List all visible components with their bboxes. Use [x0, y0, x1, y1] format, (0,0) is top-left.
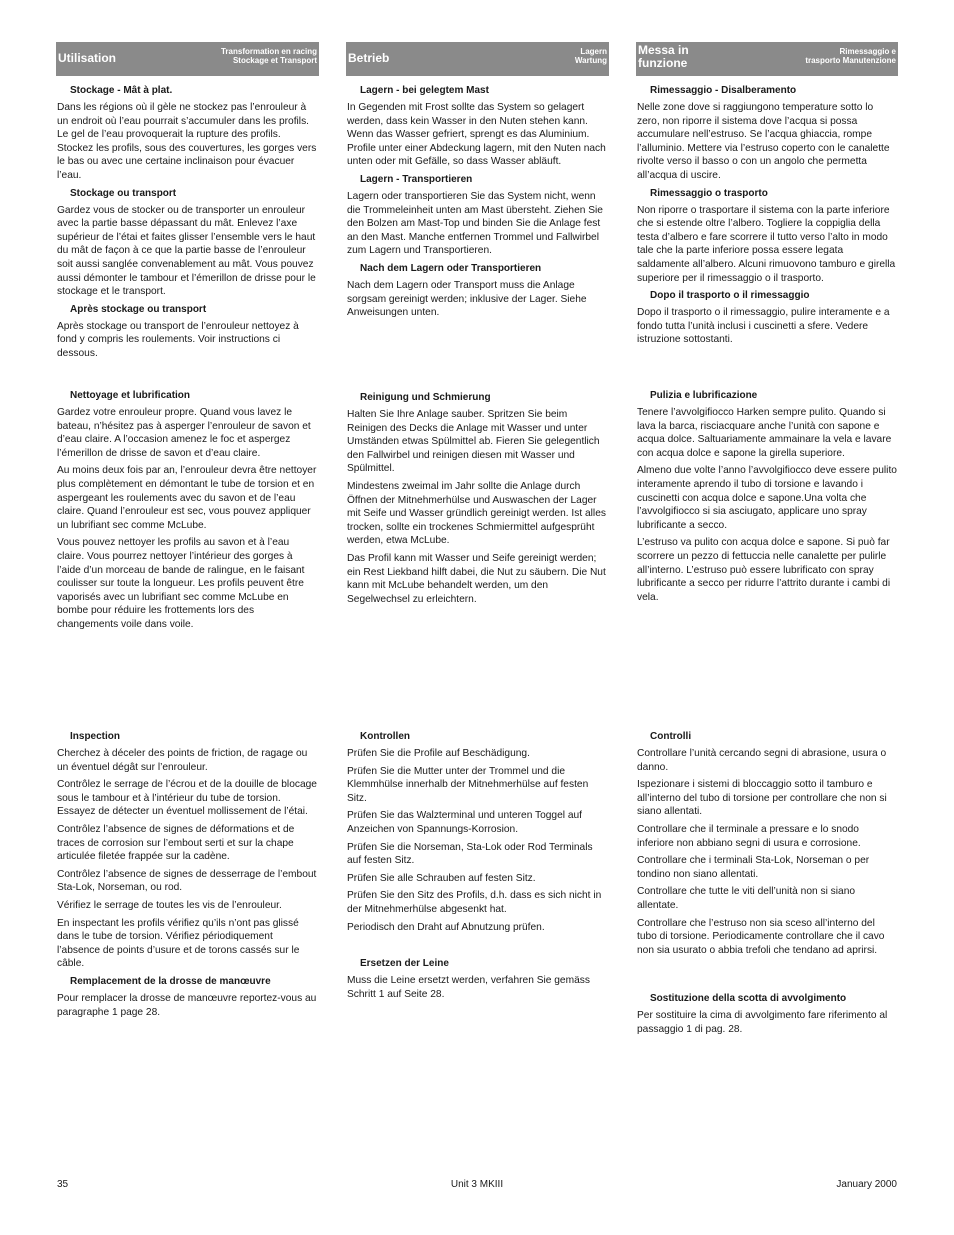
italian-column-block-3 [637, 730, 897, 961]
section-heading: Ersetzen der Leine [360, 958, 449, 969]
paragraph: Prüfen Sie die Profile auf Beschädigung. [347, 748, 530, 759]
section-heading: Stockage ou transport [70, 187, 177, 199]
section-heading: Lagern - bei gelegtem Mast [360, 85, 489, 96]
paragraph: Ispezionare i sistemi di bloccaggio sotto il tamburo e all’interno del tubo di torsione per controllare che non si siano allentati. [637, 779, 887, 818]
german-column-block-2 [347, 391, 607, 610]
italian-column-block-2 [637, 389, 897, 608]
section-heading: Remplacement de la drosse de manœuvre [70, 975, 271, 987]
paragraph: Pour remplacer la drosse de manœuvre reportez-vous au paragraphe 1 page 28. [57, 992, 317, 1018]
french-column-block-3 [57, 730, 317, 1023]
section-heading: Rimessaggio o trasporto [650, 187, 768, 199]
section-heading: Pulizia e lubrificazione [650, 390, 758, 401]
paragraph: Vous pouvez nettoyer les profils au savon et à l’eau claire. Vous pourrez nettoyer l’intérieur des gorges à l’aide d’un morceau de bande de ralingue, en le faisant coulisser sur toute la longueur. Les profils peuvent être vaporisés avec un lubrifiant sec comme McLube en bombe pour réduire les frottements lors des changements voile dans voile. [57, 537, 305, 630]
paragraph: Vérifiez le serrage de toutes les vis de l’enrouleur. [57, 899, 282, 911]
paragraph: Au moins deux fois par an, l’enrouleur devra être nettoyer plus complètement en démontant le tube de torsion et en aspergeant les roulements avec du savon et de l’eau claire. Quand l’enrouleur est sec, vous pouvez appliquer un lubrifiant sec comme McLube. [57, 465, 317, 531]
paragraph: Gardez votre enrouleur propre. Quand vous lavez le bateau, n’hésitez pas à asperger l’enrouleur de savon et d’eau claire. A l’occasion amenez le foc et aspergez l’émerillon de drisse de savon et d’eau claire. [57, 407, 311, 459]
header-title: Messa in funzione [638, 43, 689, 70]
section-heading: Stockage - Mât à plat. [70, 85, 173, 96]
paragraph: L’estruso va pulito con acqua dolce e sapone. Si può far scorrere un pezzo di fettuccia nelle canalette per pulirle all’interno. L’estruso può essere lubrificato con spray lubrificante a secco per ridurre l’attrito durante i cambi di vela. [637, 537, 891, 603]
italian-column-block-1 [637, 84, 897, 351]
paragraph: Controllare che l’estruso non sia sceso all’interno del tubo di torsione. Periodicamente controllare che il cavo non sia usurato o abbia trefoli che tendano ad aprirsi. [637, 917, 885, 956]
paragraph: Prüfen Sie die Norseman, Sta-Lok oder Rod Terminals auf festen Sitz. [347, 841, 593, 867]
french-column-block-2 [57, 389, 317, 636]
paragraph: Controllare che il terminale a pressare e lo snodo inferiore non abbiano segni di usura e corrosione. [637, 823, 861, 849]
paragraph: Das Profil kann mit Wasser und Seife gereinigt werden; ein Rest Liekband hilft dabei, die Nut zu säubern. Die Nut kann mit McLube behandelt werden, um den Segelwechsel zu erleichtern. [347, 552, 606, 605]
page-number: 35 [57, 1179, 69, 1190]
paragraph: Tenere l’avvolgifiocco Harken sempre pulito. Quando si lava la barca, risciacquare anche l’unità con sapone e acqua dolce. Saltuariamente ammainare la vela e lavare con acqua dolce e sapone la girella superiore. [637, 407, 892, 459]
paragraph: Contrôlez le serrage de l’écrou et de la douille de blocage sous le tambour et à l’intérieur du tube de torsion. Essayez de détecter un éventuel mollissement de l’étai. [57, 779, 317, 818]
paragraph: Nach dem Lagern oder Transport muss die Anlage sorgsam gereinigt werden; inklusive der Lager. Siehe Anweisungen unten. [347, 279, 587, 319]
section-heading: Nettoyage et lubrification [70, 390, 191, 401]
paragraph: Dopo il trasporto o il rimessaggio, pulire interamente e a fondo tutta l’unità inclusi i cuscinetti a sfere. Vedere istruzione sottostanti. [637, 307, 890, 346]
german-column-block-4 [347, 957, 607, 1005]
section-heading: Kontrollen [360, 731, 410, 742]
paragraph: Cherchez à déceler des points de friction, de ragage ou un éventuel dégât sur l’enrouleur. [57, 748, 308, 773]
paragraph: Mindestens zweimal im Jahr sollte die Anlage durch Öffnen der Mitnehmerhülse und Auswaschen der Lager mit Seife und Wasser gründlich gereinigt werden. Ist alles trocken, sollte ein trockenes Schmiermittel aufgesprüht werden, etwa McLube. [347, 480, 606, 547]
paragraph: Gardez vous de stocker ou de transporter un enrouleur avec la partie basse dépassant du mât. Enlevez l’axe supérieur de l’étai et faites glisser l’ensemble vers le haut du mât de façon à ce que la partie basse de l’enrouleur soit aussi sanglée convenablement au mât. Vous pouvez aussi démonter le tambour et l’émerillon de drisse pour le stockage et le transport. [57, 204, 316, 298]
paragraph: Controllare l’unità cercando segni di abrasione, usura o danno. [637, 748, 887, 773]
paragraph: In Gegenden mit Frost sollte das System so gelagert werden, dass kein Wasser in den Nuten stehen kann. Wenn das Wasser gefriert, sprengt es das Aluminium. Profile unter einer Abdeckung lagern, mit den Nuten nach unten oder mit Gefälle, so dass Wasser abläuft. [347, 102, 606, 168]
paragraph: Almeno due volte l’anno l’avvolgifiocco deve essere pulito interamente aprendo il tubo di torsione e lavando i cuscinetti con acqua dolce e sapone.Una volta che l’avvolgifiocco si sia asciugato, applicare uno spray lubrificante a secco. [637, 465, 897, 531]
header-bar-italian [636, 42, 898, 76]
german-column-block-3 [347, 730, 607, 938]
section-heading: Après stockage ou transport [70, 303, 207, 315]
header-title: Betrieb [348, 51, 390, 65]
paragraph: Contrôlez l’absence de signes de desserrage de l’embout Sta-Lok, Norseman, ou rod. [57, 868, 317, 894]
section-heading: Controlli [650, 731, 692, 742]
paragraph: Periodisch den Draht auf Abnutzung prüfen. [347, 921, 545, 933]
header-bar-german [346, 42, 609, 76]
paragraph: Prüfen Sie die Mutter unter der Trommel und die Klemmhülse innerhalb der Mitnehmerhülse auf festen Sitz. [347, 765, 589, 804]
publication-date: January 2000 [836, 1179, 897, 1190]
header-title: Utilisation [58, 51, 117, 65]
section-heading: Sostituzione della scotta di avvolgimento [650, 993, 847, 1004]
header-subtitle: Lagern Wartung [574, 47, 607, 65]
header-subtitle: Rimessaggio e trasporto Manutenzione [805, 47, 896, 65]
section-heading: Rimessaggio - Disalberamento [650, 85, 797, 96]
paragraph: Contrôlez l’absence de signes de déformations et de traces de corrosion sur l’embout serti et sur la chape articulée filetée frappée sur la cadène. [57, 823, 295, 863]
section-heading: Lagern - Transportieren [360, 173, 473, 185]
paragraph: Halten Sie Ihre Anlage sauber. Spritzen Sie beim Reinigen des Decks die Anlage mit Wasser und unter Umständen etwas Spülmittel ab. Fieren Sie gelegentlich den Fallwirbel und reinigen diesen mit Wasser und Spülmittel. [347, 409, 600, 475]
header-subtitle: Transformation en racing Stockage et Transport [220, 47, 317, 65]
model-name: Unit 3 MKIII [450, 1179, 504, 1190]
section-heading: Reinigung und Schmierung [360, 392, 491, 403]
paragraph: Controllare che tutte le viti dell’unità non si siano allentate. [637, 886, 856, 911]
paragraph: Non riporre o trasportare il sistema con la parte inferiore che si estende oltre l’albero. Togliere la coppiglia della testa d’albero e fare scorrere il tutto verso l’alto in modo tale che la parte inferiore possa essere legata saldamente all’albero. Alcuni rimuovono tamburo e girella superiore per il rimessaggio o il trasporto. [637, 204, 896, 284]
german-column-block-1 [347, 84, 607, 324]
paragraph: Muss die Leine ersetzt werden, verfahren Sie gemäss Schritt 1 auf Seite 28. [347, 975, 590, 1000]
paragraph: Nelle zone dove si raggiungono temperature sotto lo zero, non riporre il sistema dove l’acqua si possa accumulare nell’estruso. Se l’acqua ghiaccia, rompe l’alluminio. Mettere via l’estruso coperto con le canalette rivolte verso il basso o con un angolo che permetta all’acqua di uscire. [637, 102, 890, 181]
paragraph: Per sostituire la cima di avvolgimento fare riferimento al passaggio 1 di pag. 28. [637, 1010, 888, 1035]
italian-column-block-4 [637, 992, 897, 1040]
paragraph: Après stockage ou transport de l’enrouleur nettoyez à fond y compris les roulements. Voir instructions ci dessous. [57, 320, 299, 359]
paragraph: Prüfen Sie alle Schrauben auf festen Sitz. [347, 872, 536, 884]
header-bar-french [56, 42, 319, 76]
paragraph: Prüfen Sie den Sitz des Profils, d.h. dass es sich nicht in der Mitnehmerhülse abgesenkt hat. [347, 890, 602, 915]
section-heading: Inspection [70, 731, 121, 742]
paragraph: Dans les régions où il gèle ne stockez pas l’enrouleur à un endroit où l’eau pourrait s’accumuler dans les profils. Le gel de l’eau provoquerait la rupture des profils. Stockez les profils, sous des couvertures, les gorges vers le bas ou avec une certaine inclinaison pour évacuer l’eau. [57, 102, 317, 181]
french-column-block-1 [57, 84, 317, 365]
paragraph: Prüfen Sie das Walzterminal und unteren Toggel auf Anzeichen von Spannungs-Korrosion. [347, 810, 583, 835]
paragraph: Lagern oder transportieren Sie das System nicht, wenn die Trommeleinheit unten am Mast übersteht. Ziehen Sie den Bolzen am Mast-Top und binden Sie die Anlage fest an den Mast. Manche entfernen Trommel und Fallwirbel zum Lagern und Transportieren. [347, 190, 603, 257]
paragraph: En inspectant les profils vérifiez qu’ils n’ont pas glissé dans le tube de torsion. Vérifiez périodiquement l’absence de points d’usure et de torons cassés sur le câble. [57, 917, 300, 970]
section-heading: Dopo il trasporto o il rimessaggio [650, 290, 810, 302]
paragraph: Controllare che i terminali Sta-Lok, Norseman o per tondino non siano allentati. [637, 855, 870, 880]
section-heading: Nach dem Lagern oder Transportieren [360, 262, 542, 274]
